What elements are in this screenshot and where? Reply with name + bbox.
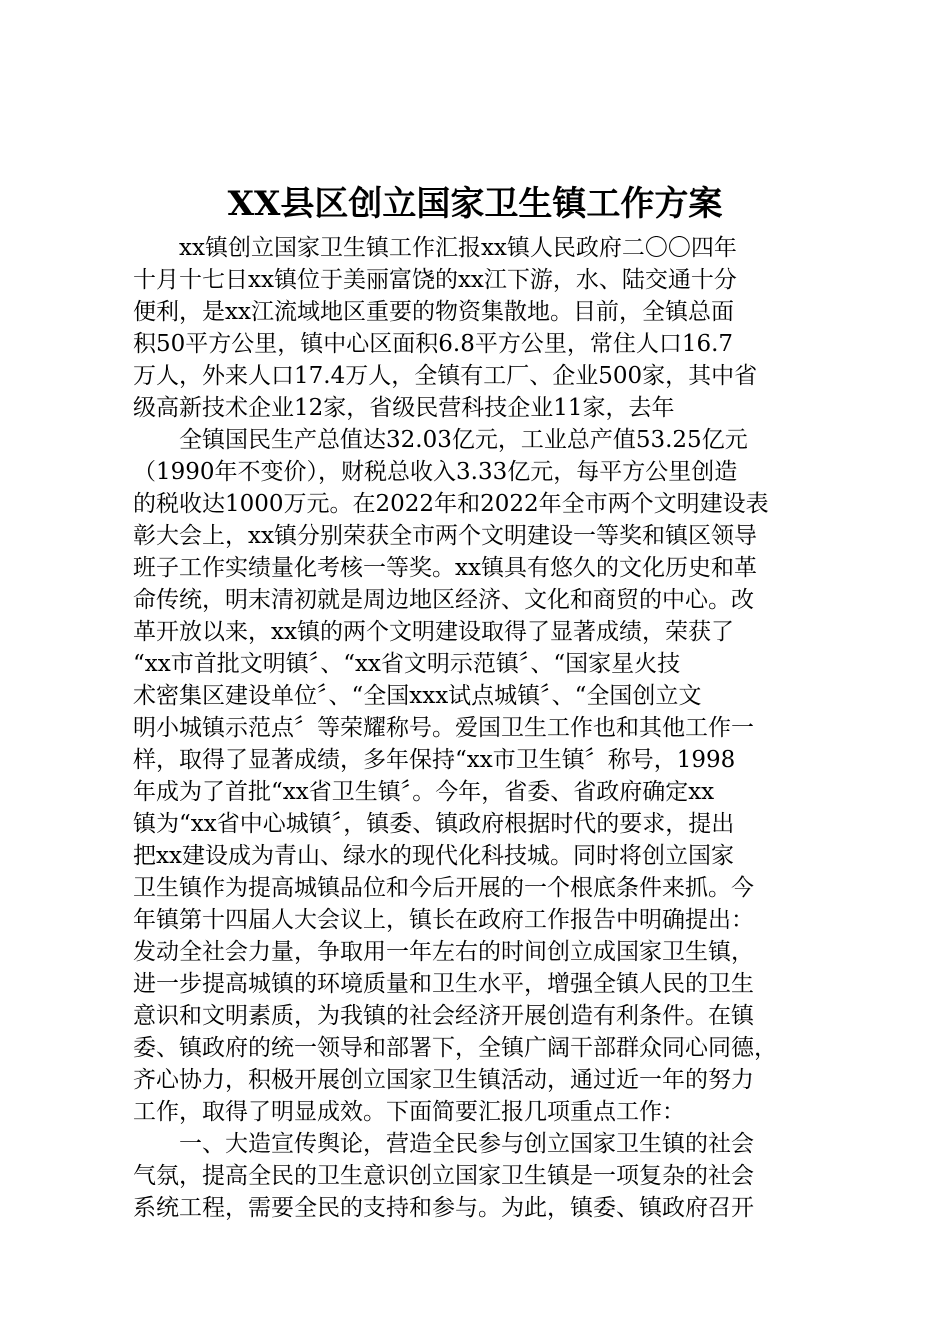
text-line: 便利，是xx江流域地区重要的物资集散地。目前，全镇总面 [133,299,734,325]
paragraph-2 [133,424,833,1128]
text-line: 意识和文明素质，为我镇的社会经济开展创造有利条件。在镇 [133,1003,754,1029]
text-line: 的税收达1000万元。在2022年和2022年全市两个文明建设表 [133,491,769,517]
text-line: 级高新技术企业12家，省级民营科技企业11家，去年 [133,395,675,421]
text-line: 卫生镇作为提高城镇品位和今后开展的一个根底条件来抓。今 [133,875,754,901]
text-line: “xx市首批文明镇〞、“xx省文明示范镇〞、“国家星火技 [133,651,681,677]
text-line: xx镇创立国家卫生镇工作汇报xx镇人民政府二〇〇四年 [179,235,737,261]
text-line: 十月十七日xx镇位于美丽富饶的xx江下游，水、陆交通十分 [133,267,737,293]
text-line: 齐心协力，积极开展创立国家卫生镇活动，通过近一年的努力 [133,1067,754,1093]
text-line: 命传统，明末清初就是周边地区经济、文化和商贸的中心。改 [133,587,754,613]
text-line: 革开放以来，xx镇的两个文明建设取得了显著成绩，荣获了 [133,619,734,645]
document-body [133,232,833,1224]
text-line: 委、镇政府的统一领导和部署下，全镇广阔干部群众同心同德， [133,1035,777,1061]
text-line: 把xx建设成为青山、绿水的现代化科技城。同时将创立国家 [133,843,734,869]
text-line: 年镇第十四届人大会议上，镇长在政府工作报告中明确提出： [133,907,754,933]
text-line: 积50平方公里，镇中心区面积6.8平方公里，常住人口16.7 [133,331,734,357]
text-line: 年成为了首批“xx省卫生镇〞。今年，省委、省政府确定xx [133,779,715,805]
paragraph-3 [133,1128,833,1224]
text-line: 一、大造宣传舆论，营造全民参与创立国家卫生镇的社会 [179,1131,754,1157]
text-line: 万人，外来人口17.4万人，全镇有工厂、企业500家，其中省 [133,363,758,389]
text-line: （1990年不变价），财税总收入3.33亿元，每平方公里创造 [133,459,738,485]
text-line: 明小城镇示范点〞等荣耀称号。爱国卫生工作也和其他工作一 [133,715,754,741]
text-line: 气氛，提高全民的卫生意识创立国家卫生镇是一项复杂的社会 [133,1163,754,1189]
text-line: 工作，取得了明显成效。下面简要汇报几项重点工作： [133,1099,685,1125]
text-line: 术密集区建设单位〞、“全国xxx试点城镇〞、“全国创立文 [133,683,702,709]
text-line: 样，取得了显著成绩，多年保持“xx市卫生镇〞称号，1998 [133,747,736,773]
text-line: 镇为“xx省中心城镇〞，镇委、镇政府根据时代的要求，提出 [133,811,735,837]
paragraph-1 [133,232,833,424]
text-line: 全镇国民生产总值达32.03亿元，工业总产值53.25亿元 [179,427,748,453]
document-title: XX县区创立国家卫生镇工作方案 [227,184,723,224]
text-line: 进一步提高城镇的环境质量和卫生水平，增强全镇人民的卫生 [133,971,754,997]
text-line: 发动全社会力量，争取用一年左右的时间创立成国家卫生镇， [133,939,754,965]
text-line: 系统工程，需要全民的支持和参与。为此，镇委、镇政府召开 [133,1195,754,1221]
text-line: 班子工作实绩量化考核一等奖。xx镇具有悠久的文化历史和革 [133,555,757,581]
text-line: 彰大会上，xx镇分别荣获全市两个文明建设一等奖和镇区领导 [133,523,757,549]
